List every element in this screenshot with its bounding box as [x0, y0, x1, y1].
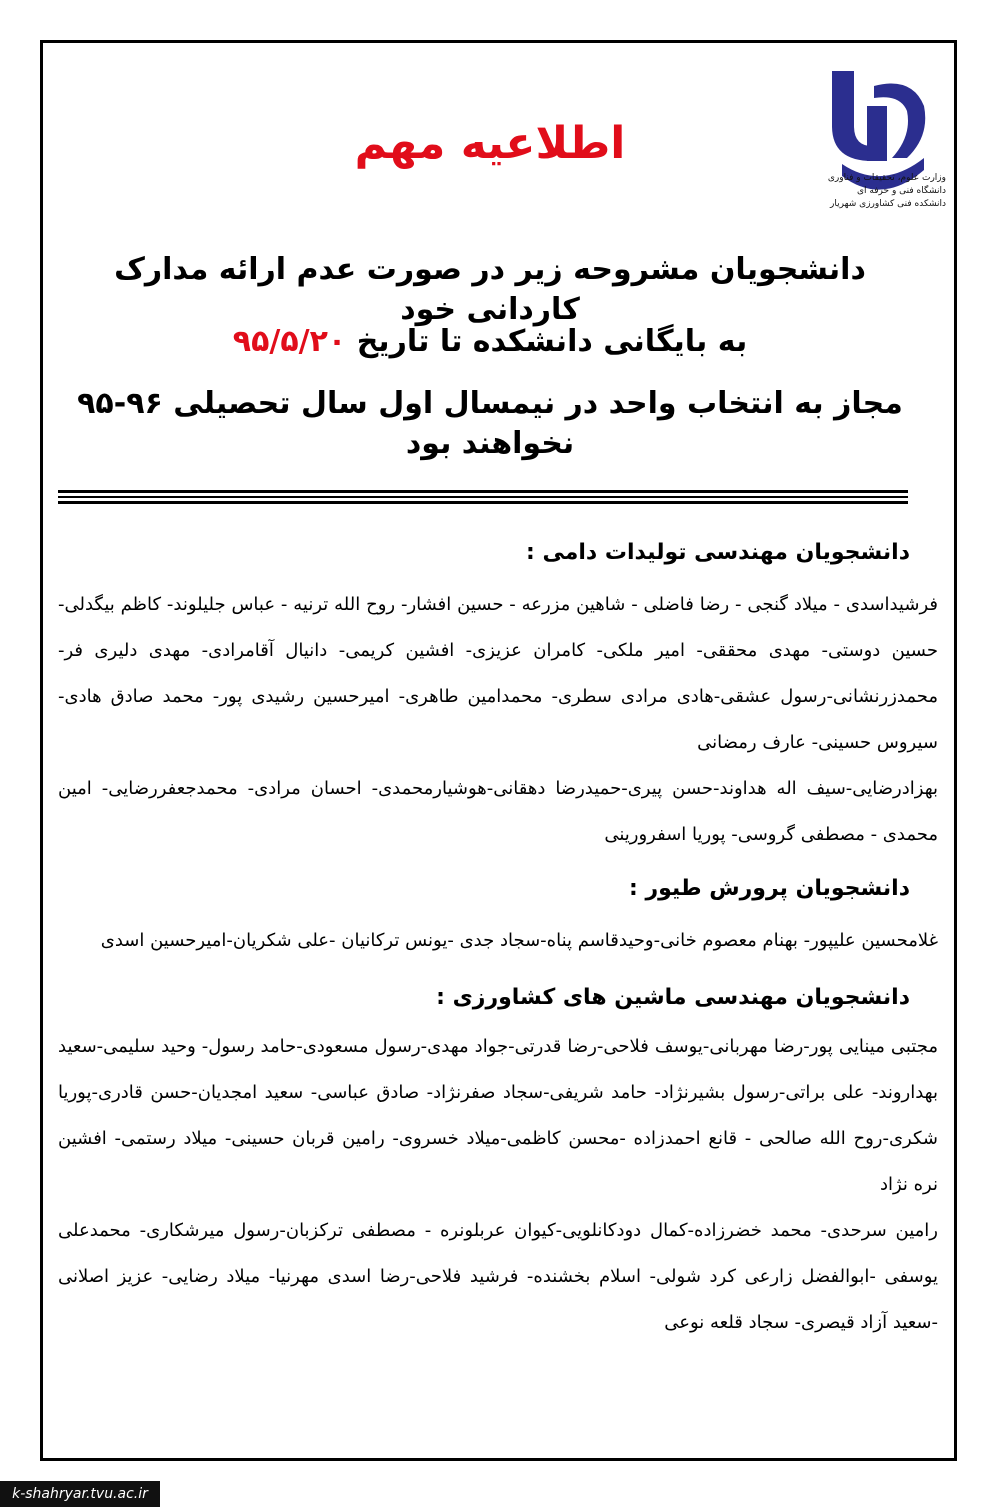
page-title: اطلاعیه مهم [354, 118, 626, 169]
headline-line-2-text: به بایگانی دانشکده تا تاریخ [356, 324, 748, 359]
headline-line-2 [60, 322, 920, 362]
section-title-poultry: دانشجویان پرورش طیور : [628, 876, 910, 901]
student-names-paragraph: فرشیداسدی - میلاد گنجی - رضا فاضلی - شاهین مزرعه - حسین افشار- روح الله ترنیه - عباس جلیلوند- کاظم بیگدلی- حسین دوستی- مهدی محققی- امیر ملکی- کامران عزیزی- افشین کریمی- دانیال آقامرادی- مهدی دلیری فر-محمدزرنشانی-رسول عشقی-هادی مرادی سطری- محمدامین طاهری- امیرحسین رشیدی پور- محمد صادق هادی- سیروس حسینی- عارف رمضانی [58, 594, 938, 753]
student-list-agri-machinery [58, 1024, 938, 1346]
logo-caption-line: دانشکده فنی کشاورزی شهریار [830, 199, 946, 209]
student-list-poultry [58, 918, 938, 964]
logo-caption-line: وزارت علوم، تحقیقات و فناوری [827, 173, 946, 183]
section-title-animal-production: دانشجویان مهندسی تولیدات دامی : [526, 540, 910, 565]
student-names-paragraph: مجتبی مینایی پور-رضا مهربانی-یوسف فلاحی-رضا قدرتی-جواد مهدی-رسول مسعودی-حامد رسول- وحید سلیمی-سعید بهداروند- علی براتی-رسول بشیرنژاد- حامد شریفی-سجاد صفرنژاد- صادق عباسی- سعید امجدیان-حسن قادری-پوریا شکری-روح الله صالحی - قانع احمدزاده -محسن کاظمی-میلاد خسروی- رامین قربان حسینی- میلاد رستمی- افشین نره نژاد [58, 1036, 938, 1195]
footer-site-link[interactable]: k-shahryar.tvu.ac.ir [0, 1481, 160, 1507]
student-names-paragraph: غلامحسین علیپور- بهنام معصوم خانی-وحیدقاسم پناه-سجاد جدی -یونس ترکانیان -علی شکریان-امیرحسین اسدی [100, 930, 938, 951]
headline-line-3: مجاز به انتخاب واحد در نیمسال اول سال تحصیلی ۹۶-۹۵ نخواهند بود [77, 386, 903, 461]
headline-line-1: دانشجویان مشروحه زیر در صورت عدم ارائه مدارک کاردانی خود [114, 252, 866, 327]
logo-caption-line: دانشگاه فنی و حرفه ای [857, 186, 946, 196]
section-title-agri-machinery: دانشجویان مهندسی ماشین های کشاورزی : [436, 985, 910, 1010]
separator-rule [58, 490, 908, 507]
deadline-date: ۹۵/۵/۲۰ [232, 324, 347, 359]
student-names-paragraph: رامین سرحدی- محمد خضرزاده-کمال دودکانلویی-کیوان عربلونره - مصطفی ترکزبان-رسول میرشکاری- محمدعلی یوسفی -ابوالفضل زارعی کرد شولی- اسلام بخشنده- فرشید فلاحی-رضا اسدی مهرنیا- میلاد رضایی- عزیز اصلانی -سعید آزاد قیصری- سجاد قلعه نوعی [58, 1220, 938, 1333]
logo-caption [806, 172, 946, 211]
student-names-paragraph: بهزادرضایی-سیف اله هداوند-حسن پیری-حمیدرضا دهقانی-هوشیارمحمدی- احسان مرادی- محمدجعفررضایی- امین محمدی - مصطفی گروسی- پوریا اسفرورینی [58, 778, 938, 845]
student-list-animal-production [58, 582, 938, 858]
